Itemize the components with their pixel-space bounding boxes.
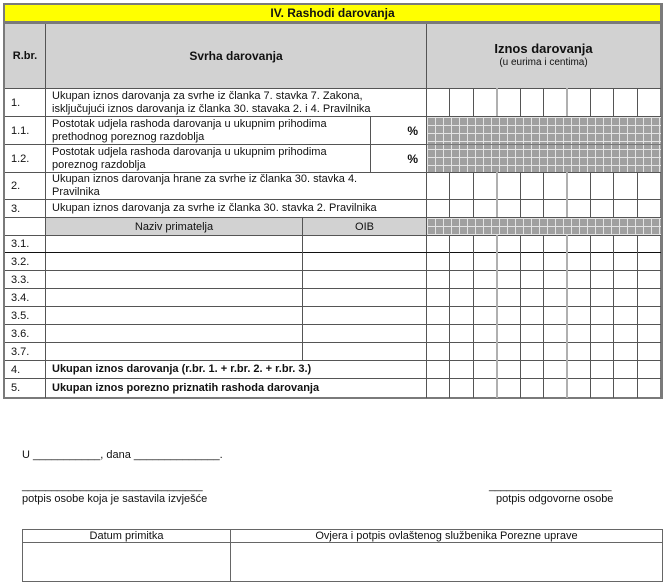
divider (5, 23, 661, 24)
digit-divider (613, 172, 614, 217)
recipient-name-input[interactable] (46, 343, 302, 360)
divider (427, 144, 661, 145)
digit-divider (613, 235, 614, 398)
header-purpose: Svrha darovanja (189, 48, 283, 63)
receipt-date-header: Datum primitka (89, 530, 164, 542)
digit-divider (543, 172, 544, 217)
digit-divider (566, 235, 568, 398)
header-purpose-cell (46, 23, 426, 88)
row-1-1-description (46, 117, 370, 144)
row-text-line: Pravilnika (52, 186, 100, 198)
row-text-line: Ukupan iznos darovanja za svrhe iz članka 7. stavka 7. Zakona, (52, 89, 363, 102)
row-number: 1.1. (11, 124, 30, 137)
row-text-line: poreznog razdoblja (52, 158, 146, 171)
row-number: 3.7. (11, 345, 30, 358)
recipient-oib-input[interactable] (303, 271, 426, 288)
digit-divider (566, 172, 568, 217)
row-number: 1.2. (11, 152, 30, 165)
header-amount-cell (427, 23, 660, 88)
digit-divider (590, 88, 591, 116)
row-text-line: Ukupan iznos darovanja hrane za svrhe iz članka 30. stavka 4. (52, 173, 358, 185)
row-1-2-description (46, 145, 370, 172)
digit-divider (473, 172, 474, 217)
digit-divider (473, 88, 474, 116)
recipient-oib-input[interactable] (303, 343, 426, 360)
recipient-name-header: Naziv primatelja (46, 218, 302, 235)
row-1-description (46, 89, 426, 116)
row-number: 3.3. (11, 273, 30, 286)
recipient-oib-input[interactable] (303, 253, 426, 270)
row-number: 3.1. (11, 238, 30, 250)
row-number: 1. (11, 96, 21, 109)
digit-divider (520, 235, 521, 398)
digit-divider (637, 235, 638, 398)
digit-divider (449, 88, 450, 116)
row-text-line: isključujući iznos darovanja iz članka 30. stavaka 2. i 4. Pravilnika (52, 102, 371, 115)
tax-deductible-total-label: Ukupan iznos porezno priznatih rashoda darovanja (52, 381, 320, 394)
percent-input[interactable]: % (407, 151, 418, 166)
digit-divider (496, 172, 498, 217)
row-text-line: prethodnog poreznog razdoblja (52, 130, 205, 143)
digit-divider (543, 88, 544, 116)
place-date-line[interactable]: U ___________, dana ______________. (22, 449, 223, 461)
responsible-signature-line[interactable]: _____________________ (489, 480, 612, 492)
recipient-name-input[interactable] (46, 307, 302, 324)
digit-divider (566, 88, 568, 116)
row-number: 3.5. (11, 309, 30, 322)
digit-divider (520, 88, 521, 116)
digit-divider (637, 88, 638, 116)
digit-divider (496, 88, 498, 116)
digit-divider (473, 235, 474, 398)
recipient-name-input[interactable] (46, 236, 302, 252)
header-amount-subtitle: (u eurima i centima) (499, 57, 588, 68)
row-number: 4. (11, 363, 21, 376)
recipient-name-input[interactable] (46, 271, 302, 288)
receipt-date-field[interactable] (23, 543, 230, 581)
section-title: IV. Rashodi darovanja (3, 3, 663, 23)
digit-divider (590, 172, 591, 217)
digit-divider (449, 235, 450, 398)
recipient-name-input[interactable] (46, 325, 302, 342)
row-3-description: Ukupan iznos darovanja za svrhe iz članka 30. stavka 2. Pravilnika (52, 202, 377, 214)
preparer-signature-line[interactable]: _______________________________ (22, 480, 203, 492)
header-rbr-cell (5, 23, 45, 88)
digit-divider (590, 235, 591, 398)
row-number: 5. (11, 382, 21, 394)
recipient-oib-input[interactable] (303, 307, 426, 324)
recipient-oib-input[interactable] (303, 325, 426, 342)
recipient-name-input[interactable] (46, 253, 302, 270)
total-donations-label: Ukupan iznos darovanja (r.br. 1. + r.br. 2. + r.br. 3.) (52, 363, 312, 375)
header-rbr: R.br. (12, 49, 38, 62)
row-number: 3. (11, 202, 21, 215)
row-number: 3.6. (11, 327, 30, 340)
recipient-name-input[interactable] (46, 289, 302, 306)
recipient-oib-input[interactable] (303, 289, 426, 306)
percent-input[interactable]: % (407, 123, 418, 138)
digit-divider (543, 235, 544, 398)
responsible-signature-label: potpis odgovorne osobe (496, 493, 614, 505)
official-verification-field[interactable] (231, 543, 662, 581)
row-number: 2. (11, 180, 21, 192)
official-verification-header: Ovjera i potpis ovlaštenog službenika Porezne uprave (315, 530, 578, 542)
header-amount: Iznos darovanja (494, 41, 593, 56)
recipient-oib-header: OIB (303, 218, 426, 235)
row-number: 3.2. (11, 255, 30, 268)
disabled-amount-cells (427, 218, 661, 235)
recipient-oib-input[interactable] (303, 236, 426, 252)
digit-divider (496, 235, 498, 398)
digit-divider (520, 172, 521, 217)
digit-divider (637, 172, 638, 217)
digit-divider (613, 88, 614, 116)
preparer-signature-label: potpis osobe koja je sastavila izvješće (22, 493, 208, 505)
row-2-description (46, 173, 426, 199)
row-number: 3.4. (11, 291, 30, 304)
digit-divider (449, 172, 450, 217)
row-text-line: Postotak udjela rashoda darovanja u ukupnim prihodima (52, 145, 327, 158)
row-text-line: Postotak udjela rashoda darovanja u ukupnim prihodima (52, 117, 327, 130)
